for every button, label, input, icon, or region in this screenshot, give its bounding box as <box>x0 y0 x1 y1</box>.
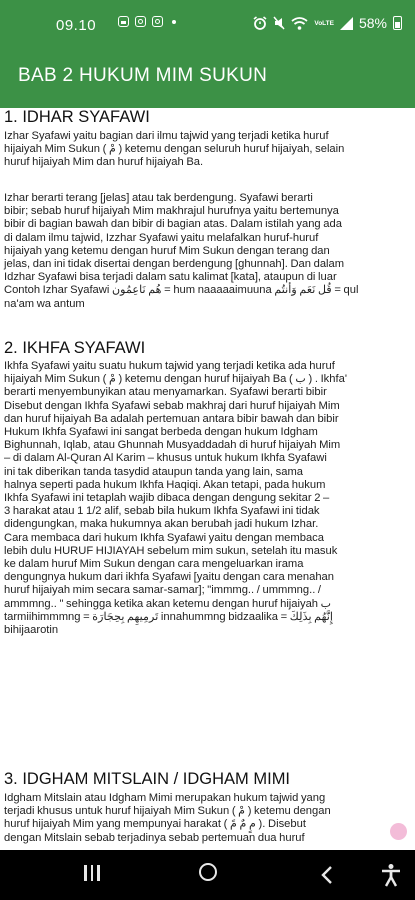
article-content[interactable] <box>0 108 415 850</box>
section-heading: 1. IDHAR SYAFAWI <box>4 108 150 126</box>
gallery-icon <box>118 16 129 27</box>
home-icon[interactable] <box>199 863 217 881</box>
system-icons <box>253 15 402 31</box>
accessibility-icon[interactable] <box>380 863 402 887</box>
page-title: BAB 2 HUKUM MIM SUKUN <box>18 65 268 86</box>
signal-icon <box>340 17 353 30</box>
floating-dot-button[interactable] <box>390 823 407 840</box>
wifi-icon <box>291 17 308 30</box>
section-paragraph: Izhar Syafawi yaitu bagian dari ilmu tajwid yang terjadi ketika huruf hijaiyah Mim Sukun ( مْ ) ketemu dengan seluruh huruf hijaiyah, selain huruf hijaiyah Mim dan huruf hijaiyah Ba. <box>4 130 345 169</box>
navigation-bar <box>0 850 415 900</box>
battery-icon <box>393 16 402 30</box>
recents-icon[interactable] <box>82 863 102 883</box>
section-paragraph: Izhar berarti terang [jelas] atau tak berdengung. Syafawi berarti bibir; sebab huruf hijaiyah Mim makhrajul hurufnya yaitu bertemunya bibir di bagian bawah dan bibir di bagian atas. Dalam istilah yang ada di dalam ilmu tajwid, Izzhar Syafawi yaitu melafalkan huruf-huruf hijaiyah yang ketemu dengan huruf Mim Sukun dengan terang dan jelas, dan ini tidak disertai dengan berdengung [ghunnah]. Dan dalam Idzhar Syafawi bisa terjadi dalam satu kalimat [kata], ataupun di luar Contoh Izhar Syafawi هُم نَاعِمُون = hum naaaaaimuuna قُل نَعَم وَأنتُم = qul na'am wa antum <box>4 192 359 310</box>
instagram-icon <box>152 16 163 27</box>
section-paragraph: Ikhfa Syafawi yaitu suatu hukum tajwid yang terjadi ketika ada huruf hijaiyah Mim Sukun ( مْ ) ketemu dengan huruf hijaiyah Ba ( ب ) . Ikhfa' berarti menyembunyikan atau menyamarkan. Syafawi berarti bibir Disebut dengan Ikhfa Syafawi sebab makhraj dari huruf hijaiyah Mim dan huruf hijaiyah Ba adalah pertemuan antara bibir bawah dan bibir Hukum Ikhfa Syafawi ini sangat berbeda dengan hukum Idgham Bighunnah, Iqlab, atau Ghunnah Musyaddadah di huruf hijaiyah Mim – di dalam Al-Quran Al Karim – khusus untuk hukum Ikhfa Syafawi ini tak diberikan tanda tasydid ataupun tanda yang lain, sama halnya seperti pada hukum Ikhfa Haqiqi. Akan tetapi, pada hukum Ikhfa Syafawi ini tetaplah wajib dibaca dengan dengung sekitar 2 – 3 harakat atau 1 1/2 alif, sebab bila hukum Ikhfa Syafawi ini tidak didengungkan, maka hukumnya akan berubah jadi hukum Izhar. Cara membaca dari hukum Ikhfa Syafawi yaitu dengan membaca lebih dulu HURUF HIJIAYAH sebelum mim sukun, setelah itu masuk ke dalam huruf Mim Sukun dengan cara mengeluarkan irama dengungnya hukum dari ikhfa Syafawi [yaitu dengan cara menahan huruf hijaiyah mim secara samar-samar]; "immmg.. / ummmng.. / ammmng.. " sehingga ketika akan ketemu dengan huruf hijaiyah ب tarmiihimmmng = تَرمِيهِم بِحِجَارَة innahummng bidzaalika = إِنَّهُم بِذَلِكَ bihijaarotin <box>4 360 347 637</box>
section-heading: 3. IDGHAM MITSLAIN / IDGHAM MIMI <box>4 770 291 788</box>
mute-icon <box>273 16 285 30</box>
section-heading: 2. IKHFA SYAFAWI <box>4 339 146 357</box>
notification-icons <box>118 16 176 27</box>
section-paragraph: Idgham Mitslain atau Idgham Mimi merupakan hukum tajwid yang terjadi khusus untuk huruf hijaiyah Mim Sukun ( مْ ) ketemu dengan huruf hijaiyah Mim yang mempunyai harakat ( مٍ مٌ مً ). Disebut dengan Mitslain sebab terjadinya sebab pertemuan dua huruf <box>4 792 331 844</box>
notification-dot-icon <box>172 20 176 24</box>
volte-icon: VoLTE <box>314 19 334 27</box>
back-icon[interactable] <box>318 863 338 887</box>
status-time: 09.10 <box>56 17 97 34</box>
battery-percent: 58% <box>358 15 387 31</box>
alarm-icon <box>253 16 267 30</box>
status-bar <box>0 0 415 50</box>
instagram-icon <box>135 16 146 27</box>
app-bar <box>0 50 415 108</box>
